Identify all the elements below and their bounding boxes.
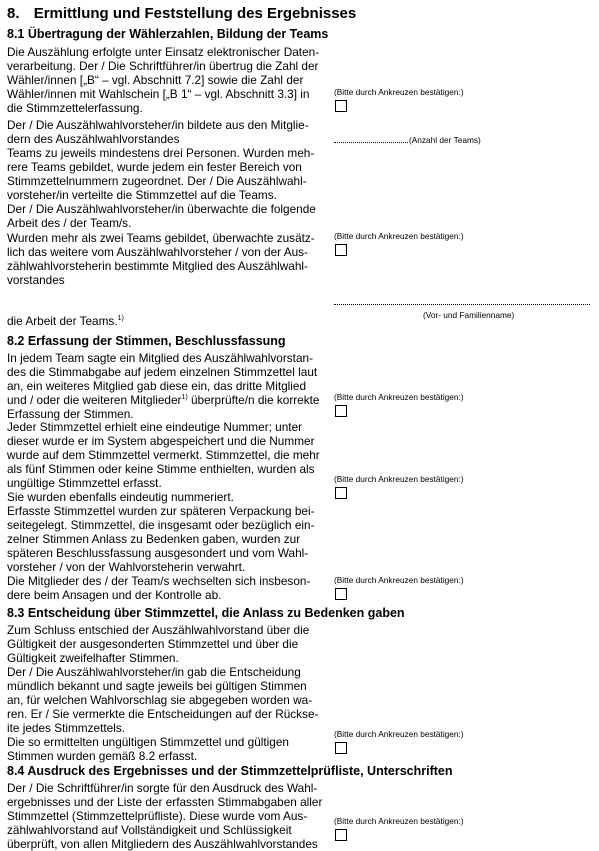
- text-line: Wähler/innen mit Wahlschein [„B 1“ – vgl. Abschnitt 3.3] in: [7, 87, 310, 101]
- text-line: lich das weitere vom Auszählwahlvorsteher / von der Aus-: [7, 245, 308, 259]
- text-line: Arbeit des / der Team/s.: [7, 216, 132, 230]
- text-line: Der / Die Auszählwahlvorsteher/in bildete aus den Mitglie-: [7, 118, 309, 132]
- confirm-note: (Bitte durch Ankreuzen bestätigen:): [334, 392, 464, 402]
- text-line: Der / Die Auszählwahlvorsteher/in überwachte die folgende: [7, 202, 316, 216]
- section-heading: [7, 5, 356, 22]
- paragraph-counting-edp: [7, 45, 327, 115]
- confirm-note: (Bitte durch Ankreuzen bestätigen:): [334, 575, 464, 585]
- text-line: die Arbeit der Teams.: [7, 314, 118, 328]
- confirm-checkbox-numbering[interactable]: [335, 487, 347, 499]
- text-line: Gültigkeit der ausgesonderten Stimmzettel und über die: [7, 637, 299, 651]
- text-line: zelner Stimmen Anlass zu Bedenken gaben, wurden zur: [7, 532, 301, 546]
- confirm-note: (Bitte durch Ankreuzen bestätigen:): [334, 729, 464, 739]
- paragraph-vote-capture: [7, 351, 327, 421]
- text-line: Stimmzettel (Stimmzettelprüfliste). Diese wurde vom Aus-: [7, 809, 308, 823]
- text-line: des die Stimmabgabe auf jedem einzelnen Stimmzettel laut: [7, 365, 318, 379]
- text-line: mündlich bekannt und sagte jeweils bei gültigen Stimmen: [7, 679, 307, 693]
- text-line: Erfasste Stimmzettel wurden zur späteren Verpackung bei-: [7, 504, 315, 518]
- text-line: Die so ermittelten ungültigen Stimmzettel und gültigen: [7, 735, 289, 749]
- subsection-8-4-title: 8.4 Ausdruck des Ergebnisses und der Stimmzettelprüfliste, Unterschriften: [7, 764, 453, 778]
- text-line: an, ein weiteres Mitglied gab diese ein, das dritte Mitglied: [7, 379, 307, 393]
- text-line: Wurden mehr als zwei Teams gebildet, überwachte zusätz-: [7, 231, 315, 245]
- confirm-checkbox-capture[interactable]: [335, 405, 347, 417]
- text-line: In jedem Team sagte ein Mitglied des Auszählwahlvorstan-: [7, 351, 314, 365]
- text-line: Sie wurden ebenfalls eindeutig nummeriert.: [7, 490, 234, 504]
- text-line: [7, 393, 327, 407]
- supervision-tail: [7, 314, 327, 328]
- text-line: dern des Auszählwahlvorstandes: [7, 132, 180, 146]
- text-line: ungültige Stimmzettel erfasst.: [7, 476, 162, 490]
- text-line: ite jedes Stimmzettels.: [7, 721, 126, 735]
- text-fragment: überprüfte/n die korrekte: [187, 393, 320, 407]
- text-line: zählwahlvorsteherin bestimmte Mitglied des Auszählwahl-: [7, 259, 308, 273]
- confirm-checkbox-printout[interactable]: [335, 829, 347, 841]
- text-line: Der / Die Auszählwahlvorsteher/in gab die Entscheidung: [7, 665, 301, 679]
- section-number: 8.: [7, 5, 20, 22]
- text-line: Stimmzettelnummern zugeordnet. Der / Die Auszählwahl-: [7, 174, 307, 188]
- text-line: späteren Beschlussfassung ausgesondert und vom Wahl-: [7, 546, 309, 560]
- confirm-checkbox-decision[interactable]: [335, 742, 347, 754]
- teams-count-field[interactable]: [334, 142, 408, 143]
- footnote-ref: 1): [117, 315, 124, 323]
- member-name-label: (Vor- und Familienname): [423, 310, 515, 320]
- confirm-note: (Bitte durch Ankreuzen bestätigen:): [334, 474, 464, 484]
- text-line: Der / Die Schriftführer/in sorgte für den Ausdruck des Wahl-: [7, 781, 318, 795]
- text-line: dieser wurde er im System abgespeichert und die Nummer: [7, 434, 315, 448]
- paragraph-team-formation: [7, 118, 327, 230]
- paragraph-doubtful-ballots: [7, 623, 327, 763]
- member-name-field[interactable]: [334, 304, 590, 305]
- confirm-note: (Bitte durch Ankreuzen bestätigen:): [334, 87, 464, 97]
- text-line: Zum Schluss entschied der Auszählwahlvorstand über die: [7, 623, 310, 637]
- confirm-note: (Bitte durch Ankreuzen bestätigen:): [334, 816, 464, 826]
- text-line: vorsteher/in verteilte die Stimmzettel auf die Teams.: [7, 188, 277, 202]
- text-line: zählwahlvorstand auf Vollständigkeit und Schlüssigkeit: [7, 823, 292, 837]
- text-line: Stimmen wurden gemäß 8.2 erfasst.: [7, 749, 198, 763]
- subsection-8-2-title: 8.2 Erfassung der Stimmen, Beschlussfassung: [7, 334, 286, 348]
- confirm-checkbox-rotation[interactable]: [335, 588, 347, 600]
- text-line: überprüft, von allen Mitgliedern des Auszählwahlvorstandes: [7, 837, 318, 851]
- text-line: seitegelegt. Stimmzettel, die insgesamt oder bezüglich ein-: [7, 518, 315, 532]
- confirm-note: (Bitte durch Ankreuzen bestätigen:): [334, 231, 464, 241]
- section-title: Ermittlung und Feststellung des Ergebnisses: [33, 5, 357, 22]
- text-line: Die Auszählung erfolgte unter Einsatz elektronischer Daten-: [7, 45, 320, 59]
- subsection-8-3-title: 8.3 Entscheidung über Stimmzettel, die Anlass zu Bedenken gaben: [7, 606, 405, 620]
- confirm-checkbox-transfer[interactable]: [335, 100, 347, 112]
- text-fragment: und / oder die weiteren Mitglieder: [7, 393, 182, 407]
- paragraph-printout: [7, 781, 327, 851]
- text-line: wurde auf dem Stimmzettel vermerkt. Stimmzettel, die mehr: [7, 448, 320, 462]
- text-line: als fünf Stimmen oder keine Stimme enthielten, wurden als: [7, 462, 315, 476]
- text-line: vorstandes: [7, 273, 65, 287]
- subsection-8-1-title: 8.1 Übertragung der Wählerzahlen, Bildung der Teams: [7, 27, 329, 41]
- confirm-checkbox-supervision[interactable]: [335, 244, 347, 256]
- teams-count-label: (Anzahl der Teams): [409, 135, 481, 145]
- text-line: die Stimmzettelerfassung.: [7, 101, 143, 115]
- text-line: verarbeitung. Der / Die Schriftführer/in übertrug die Zahl der: [7, 59, 319, 73]
- text-line: Erfassung der Stimmen.: [7, 407, 134, 421]
- paragraph-supervision: [7, 231, 327, 287]
- text-line: Die Mitglieder des / der Team/s wechselten sich insbeson-: [7, 574, 311, 588]
- text-line: Wähler/innen [„B“ – vgl. Abschnitt 7.2] sowie die Zahl der: [7, 73, 304, 87]
- text-line: ren. Er / Sie vermerkte die Entscheidungen auf der Rückse-: [7, 707, 319, 721]
- text-line: vorsteher / von der Wahlvorsteherin verwahrt.: [7, 560, 246, 574]
- text-line: an, für welchen Wahlvorschlag sie abgegeben worden wa-: [7, 693, 313, 707]
- text-line: Gültigkeit zweifelhafter Stimmen.: [7, 651, 179, 665]
- paragraph-ballot-numbering: [7, 420, 327, 602]
- text-line: Jeder Stimmzettel erhielt eine eindeutige Nummer; unter: [7, 420, 303, 434]
- text-line: rere Teams gebildet, wurde jedem ein fester Bereich von: [7, 160, 302, 174]
- footnote-ref: 1): [181, 394, 188, 402]
- text-line: ergebnisses und der Liste der erfassten Stimmabgaben aller: [7, 795, 323, 809]
- text-line: Teams zu jeweils mindestens drei Personen. Wurden meh-: [7, 146, 315, 160]
- text-line: dere beim Ansagen und der Kontrolle ab.: [7, 588, 222, 602]
